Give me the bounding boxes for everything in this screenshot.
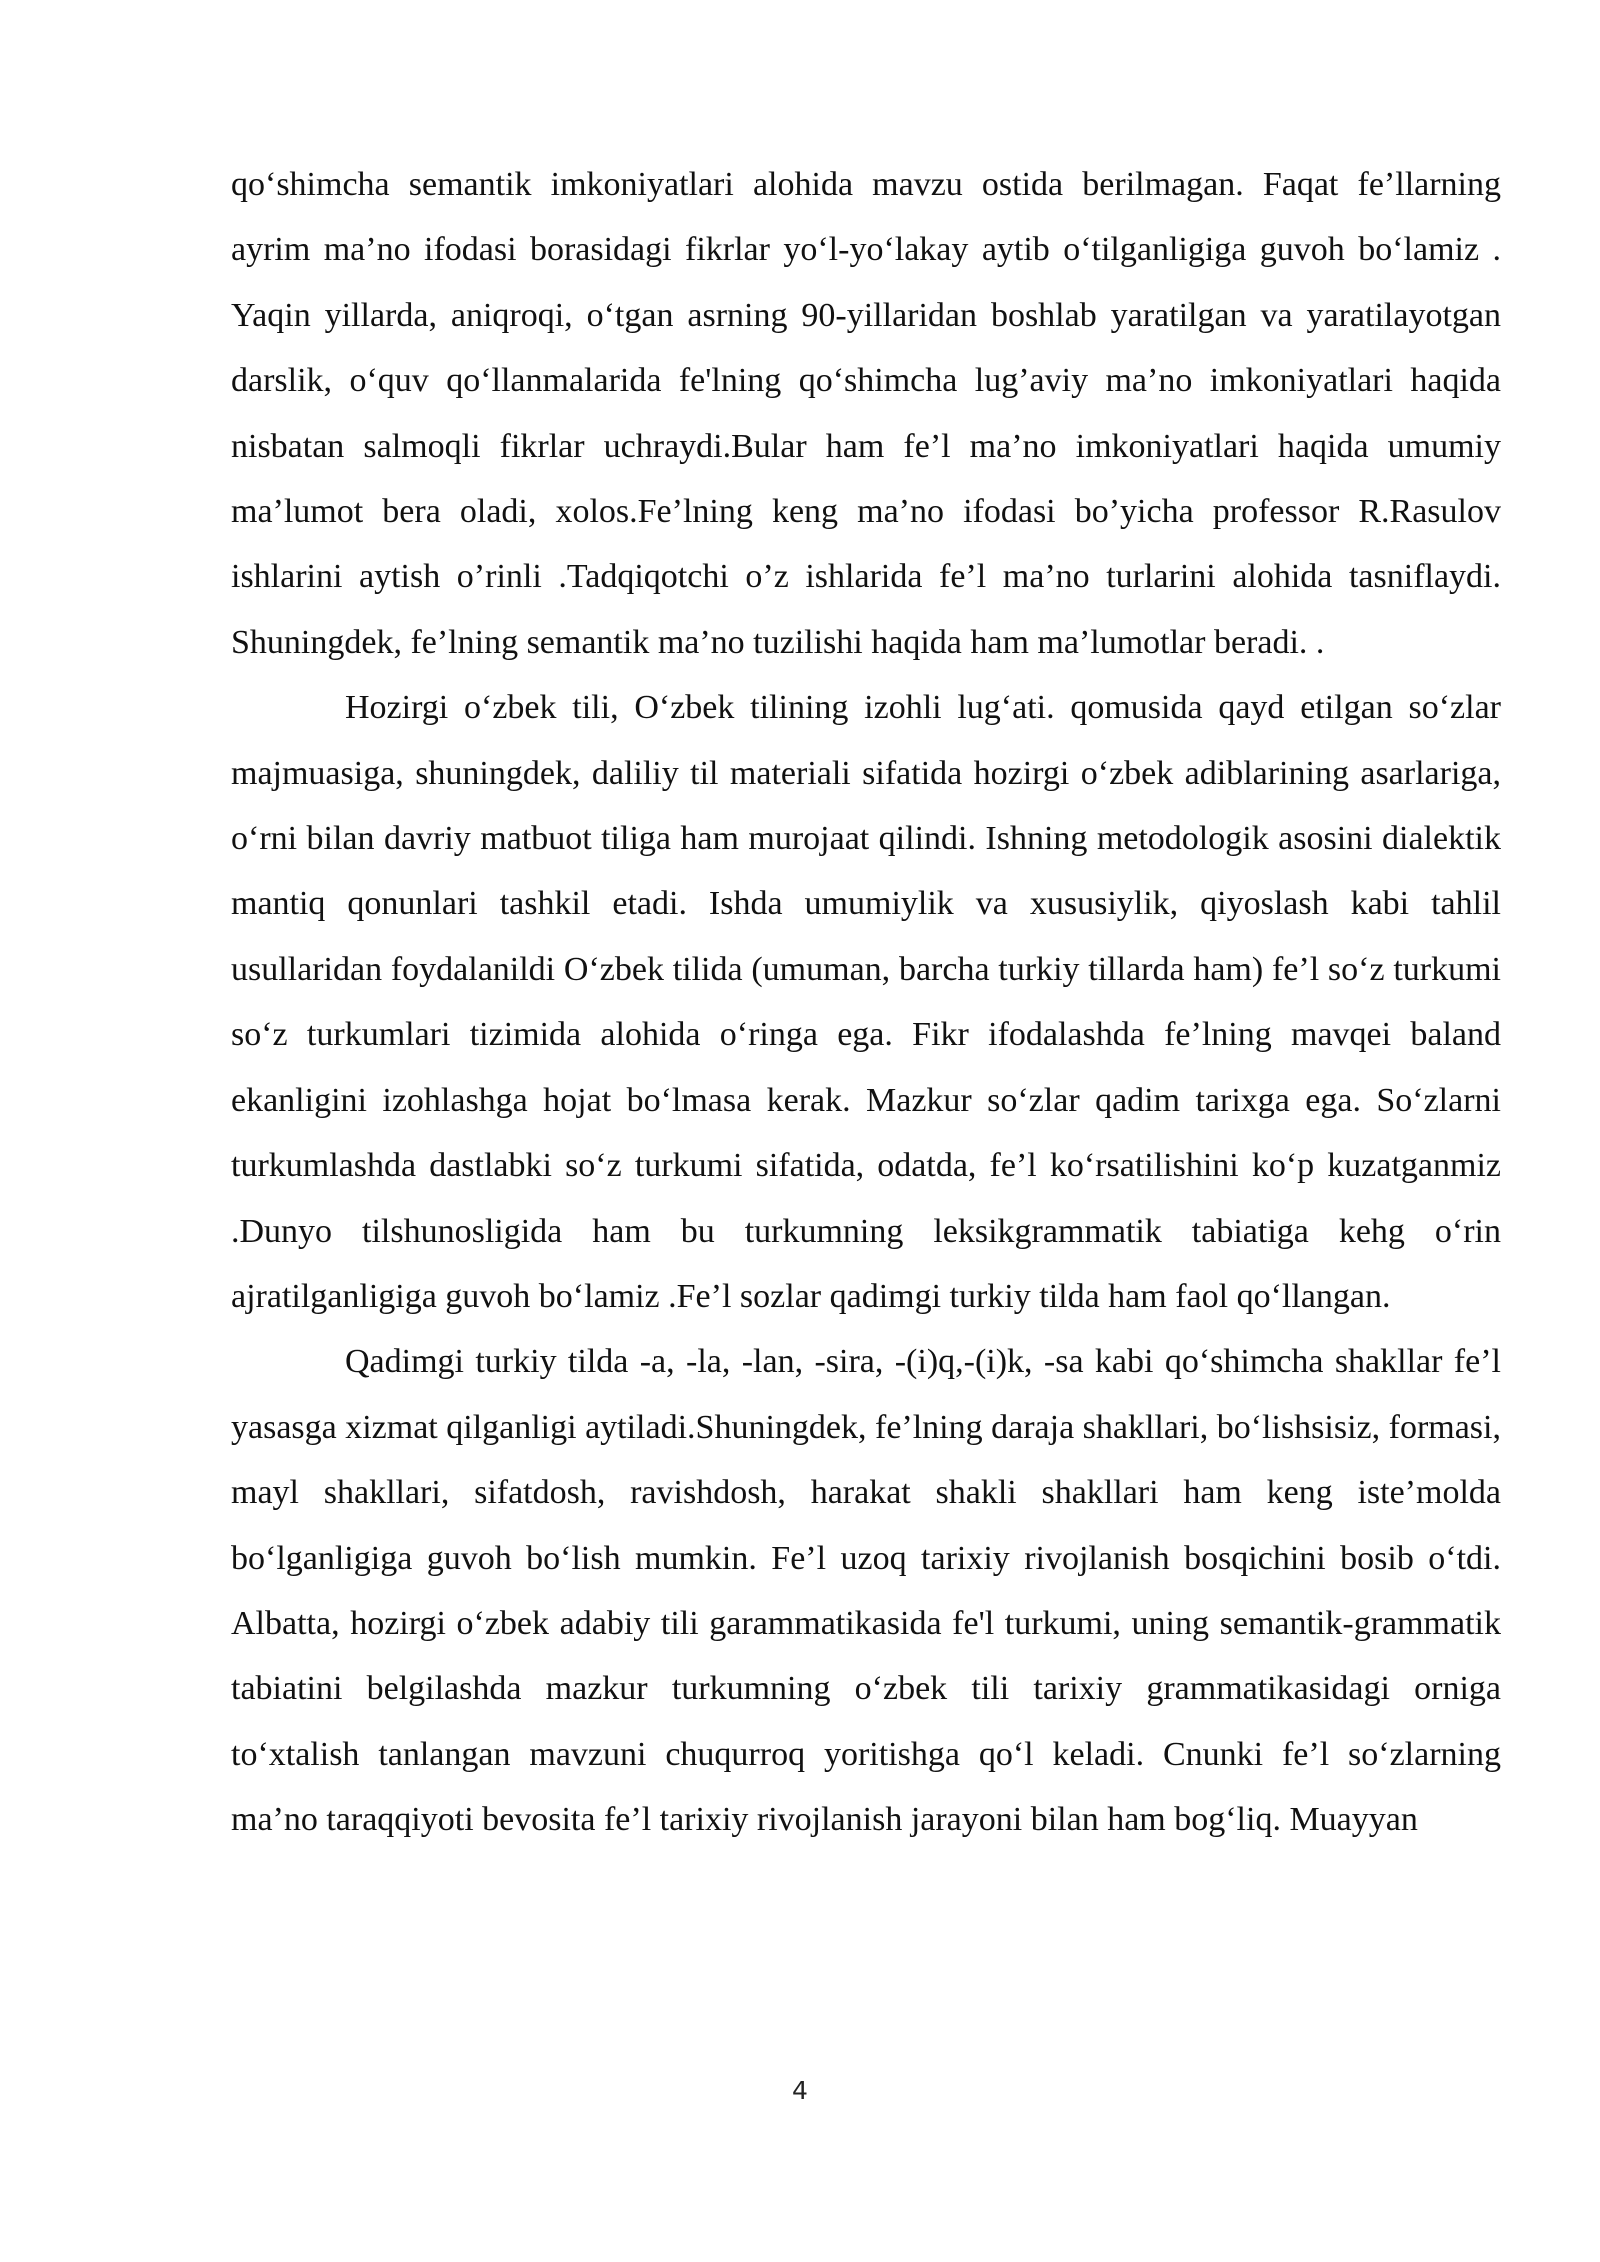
page-number: 4 — [792, 2076, 808, 2105]
paragraph-1: qo‘shimcha semantik imkoniyatlari alohida mavzu ostida berilmagan. Faqat fe’llarning ayrim ma’no ifodasi borasidagi fikrlar yo‘l-yo‘lakay aytib o‘tilganligiga guvoh bo‘lamiz . Yaqin yillarda, aniqroqi, o‘tgan asrning 90-yillaridan boshlab yaratilgan va yaratilayotgan darslik, o‘quv qo‘llanmalarida fe'lning qo‘shimcha lug’aviy ma’no imkoniyatlari haqida nisbatan salmoqli fikrlar uchraydi.Bular ham fe’l ma’no imkoniyatlari haqida umumiy ma’lumot bera oladi, xolos.Fe’lning keng ma’no ifodasi bo’yicha professor R.Rasulov ishlarini aytish o’rinli .Tadqiqotchi o’z ishlarida fe’l ma’no turlarini alohida tasniflaydi. Shuningdek, fe’lning semantik ma’no tuzilishi haqida ham ma’lumotlar beradi. . — [231, 166, 1501, 661]
body-text — [231, 152, 1501, 1853]
paragraph-2: Hozirgi o‘zbek tili, O‘zbek tilining izohli lug‘ati. qomusida qayd etilgan so‘zlar majmuasiga, shuningdek, daliliy til materiali sifatida hozirgi o‘zbek adiblarining asarlariga, o‘rni bilan davriy matbuot tiliga ham murojaat qilindi. Ishning metodologik asosini dialektik mantiq qonunlari tashkil etadi. Ishda umumiylik va xususiylik, qiyoslash kabi tahlil usullaridan foydalanildi O‘zbek tilida (umuman, barcha turkiy tillarda ham) fe’l so‘z turkumi so‘z turkumlari tizimida alohida o‘ringa ega. Fikr ifodalashda fe’lning mavqei baland ekanligini izohlashga hojat bo‘lmasa kerak. Mazkur so‘zlar qadim tarixga ega. So‘zlarni turkumlashda dastlabki so‘z turkumi sifatida, odatda, fe’l ko‘rsatilishini ko‘p kuzatganmiz .Dunyo tilshunosligida ham bu turkumning leksikgrammatik tabiatiga kehg o‘rin ajratilganligiga guvoh bo‘lamiz .Fe’l sozlar qadimgi turkiy tilda ham faol qo‘llangan. — [231, 689, 1501, 1315]
paragraph-3: Qadimgi turkiy tilda -a, -la, -lan, -sira, -(i)q,-(i)k, -sa kabi qo‘shimcha shakllar fe’l yasasga xizmat qilganligi aytiladi.Shuningdek, fe’lning daraja shakllari, bo‘lishsisiz, formasi, mayl shakllari, sifatdosh, ravishdosh, harakat shakli shakllari ham keng iste’molda bo‘lganligiga guvoh bo‘lish mumkin. Fe’l uzoq tarixiy rivojlanish bosqichini bosib o‘tdi. Albatta, hozirgi o‘zbek adabiy tili garammatikasida fe'l turkumi, uning semantik-grammatik tabiatini belgilashda mazkur turkumning o‘zbek tili tarixiy grammatikasidagi orniga to‘xtalish tanlangan mavzuni chuqurroq yoritishga qo‘l keladi. Cnunki fe’l so‘zlarning ma’no taraqqiyoti bevosita fe’l tarixiy rivojlanish jarayoni bilan ham bog‘liq. Muayyan — [231, 1343, 1501, 1839]
